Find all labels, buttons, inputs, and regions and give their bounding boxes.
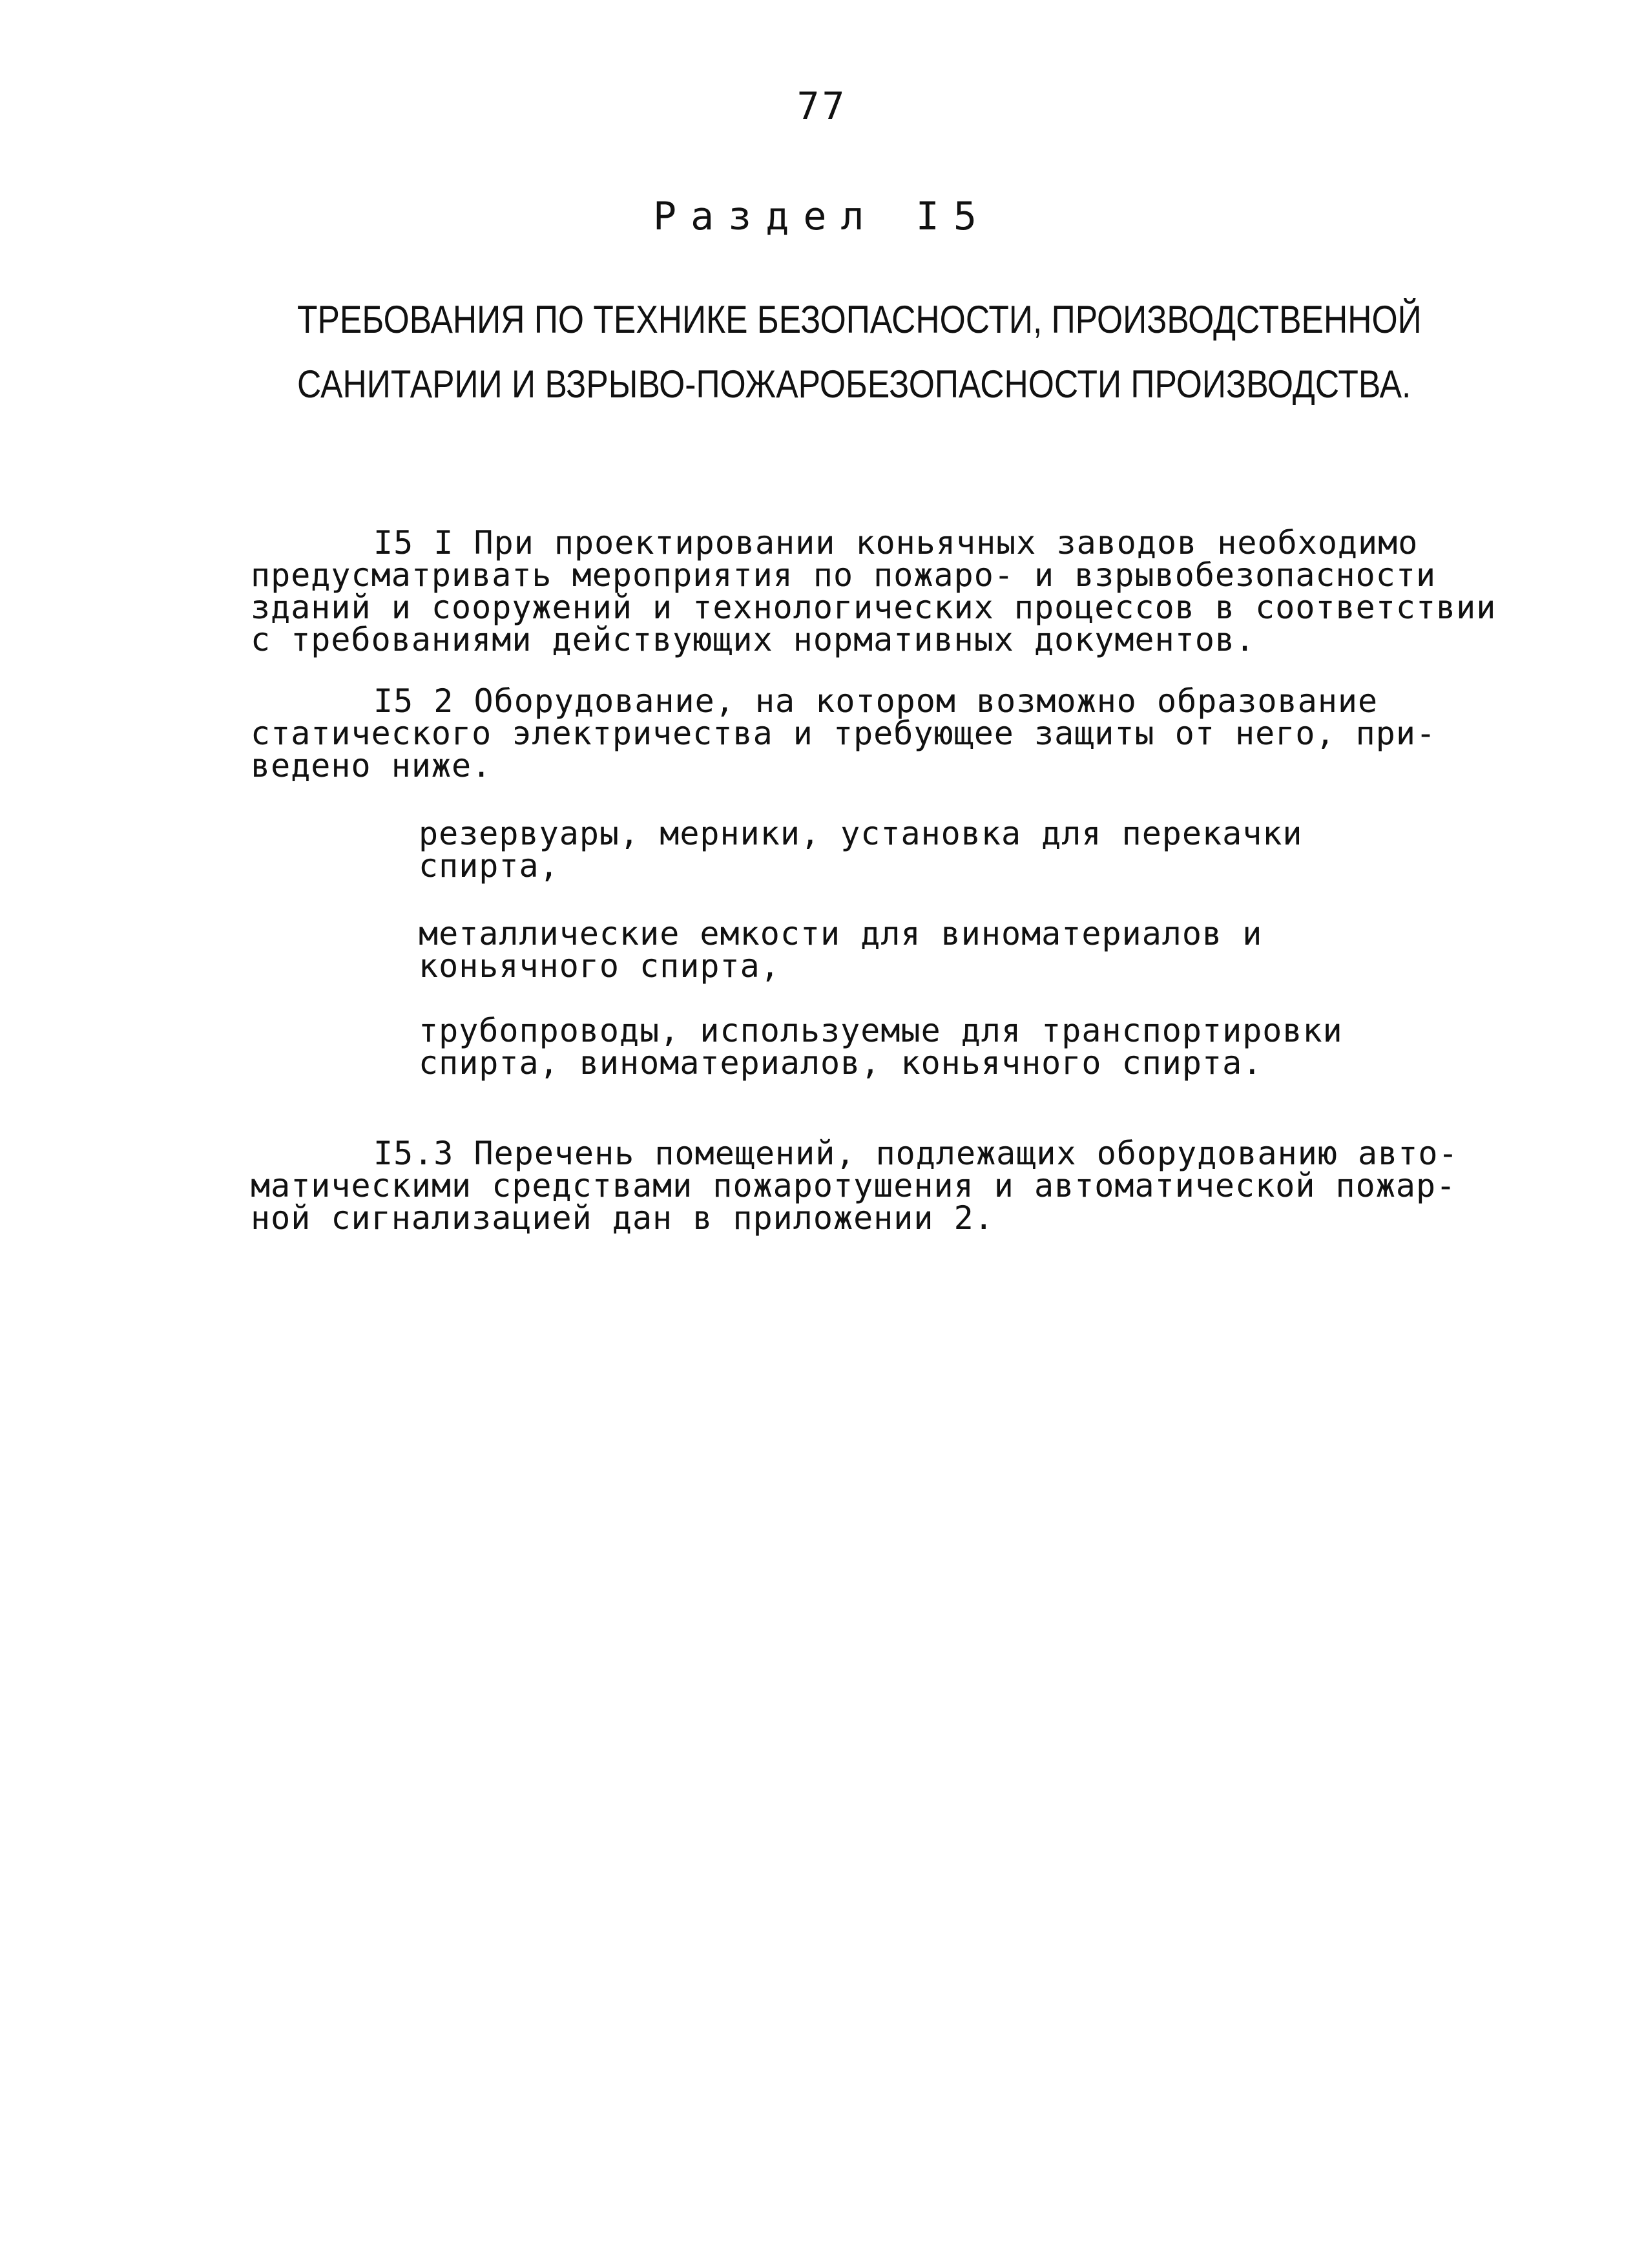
section-title-line: ТРЕБОВАНИЯ ПО ТЕХНИКЕ БЕЗОПАСНОСТИ, ПРОИЗВОДСТВЕННОЙ	[297, 298, 1422, 341]
paragraph-line: зданий и сооружений и технологических процессов в соответствии	[251, 589, 1497, 626]
paragraph-15-3	[251, 1135, 1517, 1237]
section-title-line: САНИТАРИИ И ВЗРЫВО-ПОЖАРОБЕЗОПАСНОСТИ ПРОИЗВОДСТВА.	[297, 362, 1411, 406]
list-item-line: металлические емкости для виноматериалов и	[419, 915, 1263, 952]
list-item-line: коньячного спирта,	[419, 947, 780, 985]
section-title	[297, 288, 1422, 417]
paragraph-line: статического электричества и требующее защиты от него, при-	[251, 715, 1437, 752]
paragraph-line: с требованиями действующих нормативных документов.	[251, 621, 1256, 658]
list-item	[419, 915, 1452, 985]
paragraph-15-1	[251, 524, 1517, 658]
paragraph-15-2	[251, 682, 1517, 784]
paragraph-line: I5 I При проектировании коньячных заводов необходимо	[373, 524, 1419, 562]
list-item-line: спирта, виноматериалов, коньячного спирта.	[419, 1044, 1263, 1082]
section-heading: Раздел I5	[652, 194, 992, 239]
list-item	[419, 815, 1452, 885]
paragraph-line: I5 2 Оборудование, на котором возможно образование	[373, 682, 1379, 720]
list-item-line: спирта,	[419, 847, 559, 885]
list-item-line: резервуары, мерники, установка для перекачки	[419, 815, 1303, 852]
paragraph-line: ной сигнализацией дан в приложении 2.	[251, 1199, 994, 1237]
paragraph-line: матическими средствами пожаротушения и автоматической пожар-	[251, 1167, 1457, 1204]
page-number: 77	[796, 84, 848, 128]
paragraph-line: ведено ниже.	[251, 747, 492, 784]
paragraph-line: I5.3 Перечень помещений, подлежащих оборудованию авто-	[373, 1135, 1459, 1172]
list-item-line: трубопроводы, используемые для транспортировки	[419, 1012, 1343, 1049]
paragraph-line: предусматривать мероприятия по пожаро- и взрывобезопасности	[251, 556, 1437, 594]
list-item	[419, 1012, 1452, 1082]
